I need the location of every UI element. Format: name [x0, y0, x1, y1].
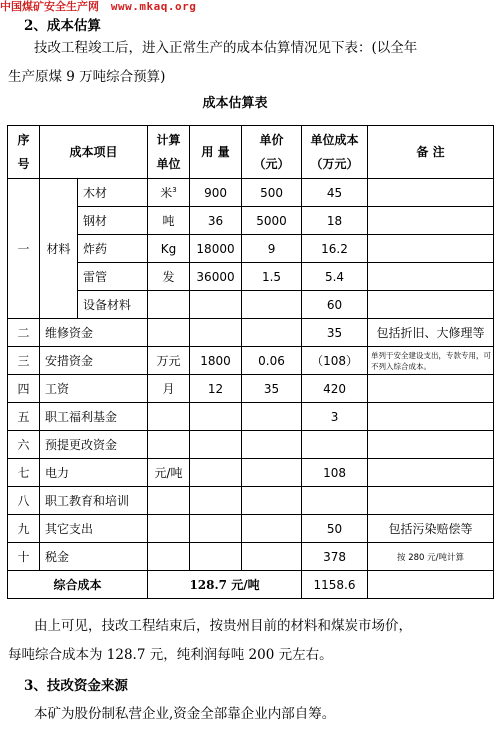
material-cost: 16.2: [302, 235, 368, 263]
conclusion: [8, 612, 494, 670]
row-price: 0.06: [242, 347, 302, 375]
row-item-name: 工资: [40, 375, 148, 403]
table-row: [8, 543, 494, 571]
row-qty: 1800: [190, 347, 242, 375]
row-remark: [368, 403, 494, 431]
row-cost: 50: [302, 515, 368, 543]
row-unit: 月: [148, 375, 190, 403]
row-unit: [148, 403, 190, 431]
material-price: 9: [242, 235, 302, 263]
row-item-name: 税金: [40, 543, 148, 571]
material-price: 500: [242, 179, 302, 207]
watermark-url: www.mkaq.org: [110, 0, 197, 13]
material-qty: [190, 291, 242, 319]
row-item-name: 职工教育和培训: [40, 487, 148, 515]
row-unit: [148, 515, 190, 543]
material-row: [8, 207, 494, 235]
material-name: 设备材料: [78, 291, 148, 319]
header-unit-cost: 单位成本 （万元）: [302, 126, 368, 179]
row-cost: 420: [302, 375, 368, 403]
row-seq: 三: [8, 347, 40, 375]
row-unit: 元/吨: [148, 459, 190, 487]
material-qty: 36000: [190, 263, 242, 291]
header-seq: 序 号: [8, 126, 40, 179]
header-item: 成本项目: [40, 126, 148, 179]
material-unit: Kg: [148, 235, 190, 263]
section-2-heading: 2、成本估算: [24, 18, 101, 34]
row-qty: [190, 459, 242, 487]
table-header-row: [8, 126, 494, 179]
total-per-ton: 128.7 元/吨: [148, 571, 302, 599]
row-unit: 万元: [148, 347, 190, 375]
section-3-line-1: 本矿为股份制私营企业,资金全部靠企业内部自筹。: [34, 706, 336, 722]
intro-line-1: 技改工程竣工后，进入正常生产的成本估算情况见下表：(以全年: [34, 40, 418, 56]
material-cost: 18: [302, 207, 368, 235]
row-remark: 单列于安全建设支出，专款专用，可不列入综合成本。: [368, 347, 494, 375]
row-cost: 378: [302, 543, 368, 571]
material-cost: 5.4: [302, 263, 368, 291]
table-row: [8, 459, 494, 487]
row-seq: 五: [8, 403, 40, 431]
material-qty: 36: [190, 207, 242, 235]
row-seq: 七: [8, 459, 40, 487]
section-2-intro: [8, 34, 494, 92]
material-remark: [368, 179, 494, 207]
material-unit: [148, 291, 190, 319]
row-seq: 九: [8, 515, 40, 543]
row-seq: 十: [8, 543, 40, 571]
total-label: 综合成本: [8, 571, 148, 599]
table-row: [8, 347, 494, 375]
row-price: [242, 515, 302, 543]
cost-estimate-table: [7, 125, 494, 599]
material-price: [242, 291, 302, 319]
row-price: [242, 487, 302, 515]
material-qty: 900: [190, 179, 242, 207]
row-unit: [148, 319, 190, 347]
table-row: [8, 319, 494, 347]
material-row: [8, 263, 494, 291]
row-seq: 二: [8, 319, 40, 347]
material-qty: 18000: [190, 235, 242, 263]
row-item-name: 安措资金: [40, 347, 148, 375]
row-price: [242, 319, 302, 347]
row-remark: 包括折旧、大修理等: [368, 319, 494, 347]
row-seq: 八: [8, 487, 40, 515]
material-group-seq: 一: [8, 179, 40, 319]
total-row: [8, 571, 494, 599]
row-cost: [302, 431, 368, 459]
row-item-name: 职工福利基金: [40, 403, 148, 431]
row-cost: [302, 487, 368, 515]
section-3-heading: 3、技改资金来源: [24, 678, 128, 694]
material-unit: 吨: [148, 207, 190, 235]
conclusion-line-1: 由上可见，技改工程结束后，按贵州目前的材料和煤炭市场价，: [34, 618, 412, 634]
material-row: [8, 235, 494, 263]
header-qty: 用 量: [190, 126, 242, 179]
table-row: [8, 431, 494, 459]
row-qty: [190, 431, 242, 459]
total-remark: [368, 571, 494, 599]
table-row: [8, 375, 494, 403]
row-qty: [190, 319, 242, 347]
row-remark: [368, 459, 494, 487]
row-qty: 12: [190, 375, 242, 403]
row-unit: [148, 487, 190, 515]
section-3-body: [8, 700, 494, 729]
material-unit: 米$^3$: [148, 179, 190, 207]
row-seq: 四: [8, 375, 40, 403]
row-unit: [148, 431, 190, 459]
material-row: [8, 291, 494, 319]
material-unit: 发: [148, 263, 190, 291]
table-title: 成本估算表: [202, 96, 268, 111]
conclusion-line-2: 每吨综合成本为 128.7 元，纯利润每吨 200 元左右。: [8, 647, 333, 663]
watermark: [0, 0, 196, 14]
row-qty: [190, 515, 242, 543]
row-cost: 108: [302, 459, 368, 487]
row-qty: [190, 543, 242, 571]
row-unit: [148, 543, 190, 571]
material-name: 木材: [78, 179, 148, 207]
table-row: [8, 515, 494, 543]
table-row: [8, 403, 494, 431]
row-seq: 六: [8, 431, 40, 459]
row-remark: [368, 375, 494, 403]
row-item-name: 电力: [40, 459, 148, 487]
header-remark: 备 注: [368, 126, 494, 179]
row-price: [242, 459, 302, 487]
row-remark: [368, 487, 494, 515]
intro-line-2: 生产原煤 9 万吨综合预算): [8, 69, 166, 85]
material-remark: [368, 263, 494, 291]
row-price: [242, 431, 302, 459]
row-price: [242, 403, 302, 431]
row-qty: [190, 487, 242, 515]
watermark-site-name: 中国煤矿安全生产网: [0, 0, 99, 13]
row-remark: 按 280 元/吨计算: [368, 543, 494, 571]
row-price: [242, 543, 302, 571]
row-remark: 包括污染赔偿等: [368, 515, 494, 543]
row-price: 35: [242, 375, 302, 403]
row-qty: [190, 403, 242, 431]
row-cost: （108）: [302, 347, 368, 375]
row-item-name: 维修资金: [40, 319, 148, 347]
material-cost: 45: [302, 179, 368, 207]
material-name: 钢材: [78, 207, 148, 235]
row-item-name: 其它支出: [40, 515, 148, 543]
row-remark: [368, 431, 494, 459]
material-name: 雷管: [78, 263, 148, 291]
row-cost: 3: [302, 403, 368, 431]
material-remark: [368, 207, 494, 235]
header-price: 单价 （元）: [242, 126, 302, 179]
total-sum: 1158.6: [302, 571, 368, 599]
table-row: [8, 487, 494, 515]
header-unit: 计算 单位: [148, 126, 190, 179]
material-cost: 60: [302, 291, 368, 319]
material-price: 1.5: [242, 263, 302, 291]
material-remark: [368, 291, 494, 319]
material-name: 炸药: [78, 235, 148, 263]
row-cost: 35: [302, 319, 368, 347]
material-remark: [368, 235, 494, 263]
row-item-name: 预提更改资金: [40, 431, 148, 459]
material-price: 5000: [242, 207, 302, 235]
material-group-label: 材料: [40, 179, 78, 319]
material-row: [8, 179, 494, 207]
